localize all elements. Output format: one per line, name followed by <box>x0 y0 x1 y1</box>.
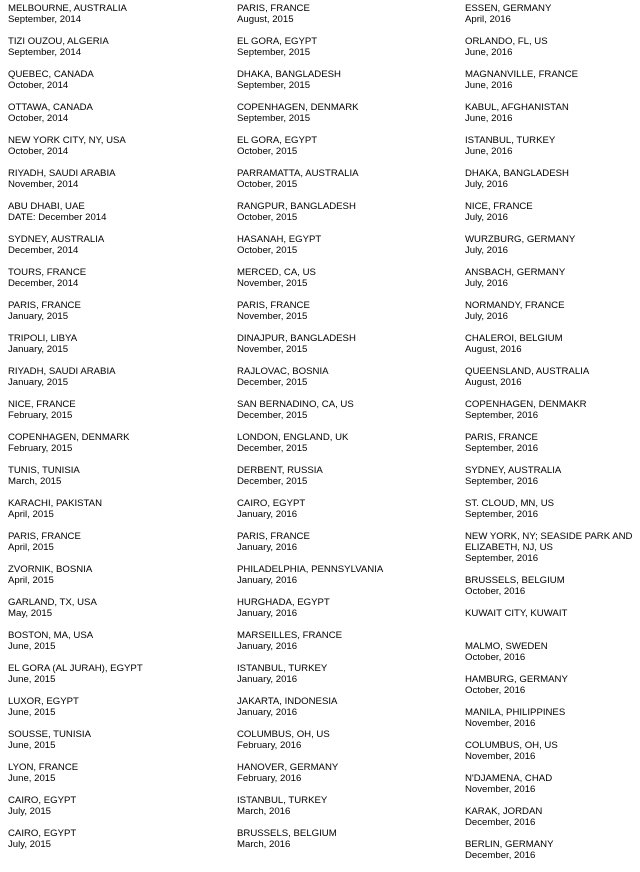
list-item <box>465 333 637 366</box>
event-date: September, 2014 <box>8 47 82 58</box>
location-name: HASANAH, EGYPT <box>237 234 322 245</box>
list-item <box>465 168 637 201</box>
event-date: December, 2016 <box>465 817 536 828</box>
list-item <box>465 608 637 641</box>
event-date: August, 2016 <box>465 344 522 355</box>
list-item <box>8 498 198 531</box>
event-date: February, 2015 <box>8 410 73 421</box>
column-1 <box>8 3 198 861</box>
list-item <box>8 366 198 399</box>
location-name: MELBOURNE, AUSTRALIA <box>8 3 127 14</box>
list-item <box>8 102 198 135</box>
list-item <box>465 707 637 740</box>
list-item <box>237 762 427 795</box>
event-date: July, 2016 <box>465 311 509 322</box>
location-name: COLUMBUS, OH, US <box>237 729 330 740</box>
list-item <box>465 575 637 608</box>
event-date: July, 2015 <box>8 839 52 850</box>
location-name: SYDNEY, AUSTRALIA <box>8 234 105 245</box>
location-name: MAGNANVILLE, FRANCE <box>465 69 579 80</box>
location-name: RIYADH, SAUDI ARABIA <box>8 168 116 179</box>
event-date: December, 2016 <box>465 850 536 861</box>
list-item <box>237 36 427 69</box>
location-name: EL GORA, EGYPT <box>237 135 318 146</box>
list-item <box>237 399 427 432</box>
list-item <box>465 465 637 498</box>
location-name: COPENHAGEN, DENMAKR <box>465 399 587 410</box>
event-date: October, 2015 <box>237 245 298 256</box>
event-date: October, 2015 <box>237 146 298 157</box>
list-item <box>465 740 637 773</box>
list-item <box>465 674 637 707</box>
location-name: RANGPUR, BANGLADESH <box>237 201 356 212</box>
list-item <box>465 3 637 36</box>
event-date: March, 2016 <box>237 839 291 850</box>
event-date: December, 2015 <box>237 443 308 454</box>
event-date: November, 2015 <box>237 344 308 355</box>
list-item <box>237 663 427 696</box>
location-name: CAIRO, EGYPT <box>237 498 306 509</box>
event-date: October, 2014 <box>8 146 69 157</box>
location-name: HANOVER, GERMANY <box>237 762 339 773</box>
location-name: LUXOR, EGYPT <box>8 696 79 707</box>
event-date: June, 2016 <box>465 113 513 124</box>
event-date: October, 2014 <box>8 113 69 124</box>
list-item <box>237 69 427 102</box>
list-item <box>465 399 637 432</box>
location-name: MARSEILLES, FRANCE <box>237 630 343 641</box>
list-item <box>237 531 427 564</box>
list-item <box>237 696 427 729</box>
location-name: BRUSSELS, BELGIUM <box>237 828 337 839</box>
event-date: February, 2016 <box>237 740 302 751</box>
event-date: February, 2016 <box>237 773 302 784</box>
location-name: PARIS, FRANCE <box>8 531 81 542</box>
location-name: NORMANDY, FRANCE <box>465 300 565 311</box>
list-item <box>8 432 198 465</box>
event-date: October, 2015 <box>237 179 298 190</box>
event-date: September, 2016 <box>465 410 539 421</box>
location-name: ZVORNIK, BOSNIA <box>8 564 93 575</box>
location-name: RAJLOVAC, BOSNIA <box>237 366 329 377</box>
location-name: ABU DHABI, UAE <box>8 201 85 212</box>
list-item <box>8 399 198 432</box>
list-item <box>237 564 427 597</box>
location-name: PARIS, FRANCE <box>465 432 538 443</box>
list-item <box>237 3 427 36</box>
list-item <box>8 201 198 234</box>
location-name: CAIRO, EGYPT <box>8 795 77 806</box>
list-item <box>465 498 637 531</box>
location-name: NEW YORK, NY; SEASIDE PARK AND ELIZABETH, NJ, US <box>465 531 633 553</box>
event-date: September, 2014 <box>8 14 82 25</box>
list-item <box>237 300 427 333</box>
location-name: PARIS, FRANCE <box>8 300 81 311</box>
location-name: CHALEROI, BELGIUM <box>465 333 563 344</box>
location-name: DERBENT, RUSSIA <box>237 465 323 476</box>
list-item <box>8 762 198 795</box>
location-name: DINAJPUR, BANGLADESH <box>237 333 356 344</box>
list-item <box>465 773 637 806</box>
event-date: March, 2016 <box>237 806 291 817</box>
event-date: October, 2014 <box>8 80 69 91</box>
list-item <box>465 69 637 102</box>
location-name: BOSTON, MA, USA <box>8 630 94 641</box>
list-item <box>465 102 637 135</box>
location-name: OTTAWA, CANADA <box>8 102 93 113</box>
event-date: July, 2016 <box>465 278 509 289</box>
event-date: June, 2015 <box>8 707 56 718</box>
list-item <box>8 300 198 333</box>
event-date: December, 2014 <box>8 278 79 289</box>
location-name: SOUSSE, TUNISIA <box>8 729 91 740</box>
location-name: TUNIS, TUNISIA <box>8 465 80 476</box>
list-item <box>465 234 637 267</box>
list-item <box>465 806 637 839</box>
location-name: ANSBACH, GERMANY <box>465 267 566 278</box>
location-name: ISTANBUL, TURKEY <box>237 663 328 674</box>
event-date: April, 2015 <box>8 509 54 520</box>
location-name: DHAKA, BANGLADESH <box>237 69 341 80</box>
list-item <box>465 839 637 872</box>
event-date: June, 2015 <box>8 641 56 652</box>
location-name: DHAKA, BANGLADESH <box>465 168 569 179</box>
location-name: EL GORA (AL JURAH), EGYPT <box>8 663 143 674</box>
list-item <box>465 300 637 333</box>
location-name: ST. CLOUD, MN, US <box>465 498 555 509</box>
event-date: November, 2016 <box>465 751 536 762</box>
event-date: March, 2015 <box>8 476 62 487</box>
location-name: COPENHAGEN, DENMARK <box>8 432 130 443</box>
event-date: November, 2015 <box>237 278 308 289</box>
event-date: June, 2016 <box>465 80 513 91</box>
location-name: SYDNEY, AUSTRALIA <box>465 465 562 476</box>
event-date: November, 2016 <box>465 784 536 795</box>
event-date: January, 2016 <box>237 707 298 718</box>
event-date: July, 2015 <box>8 806 52 817</box>
location-name: LYON, FRANCE <box>8 762 79 773</box>
event-date: September, 2016 <box>465 509 539 520</box>
location-name: BERLIN, GERMANY <box>465 839 554 850</box>
list-item <box>8 828 198 861</box>
list-item <box>237 234 427 267</box>
event-date: January, 2016 <box>237 575 298 586</box>
list-item <box>237 597 427 630</box>
list-item <box>465 267 637 300</box>
event-date: December, 2014 <box>8 245 79 256</box>
list-item <box>8 234 198 267</box>
list-item <box>237 135 427 168</box>
event-date: October, 2016 <box>465 586 526 597</box>
list-item <box>465 366 637 399</box>
list-item <box>237 366 427 399</box>
location-name: HAMBURG, GERMANY <box>465 674 568 685</box>
location-name: QUEBEC, CANADA <box>8 69 94 80</box>
list-item <box>8 333 198 366</box>
event-date: April, 2016 <box>465 14 511 25</box>
list-item <box>8 597 198 630</box>
location-name: KARACHI, PAKISTAN <box>8 498 103 509</box>
location-name: ISTANBUL, TURKEY <box>237 795 328 806</box>
list-item <box>8 3 198 36</box>
location-name: MERCED, CA, US <box>237 267 316 278</box>
event-date: January, 2016 <box>237 509 298 520</box>
location-name: ISTANBUL, TURKEY <box>465 135 556 146</box>
event-date: September, 2015 <box>237 113 311 124</box>
location-name: MALMO, SWEDEN <box>465 641 548 652</box>
list-item <box>237 168 427 201</box>
location-name: NEW YORK CITY, NY, USA <box>8 135 126 146</box>
event-date: January, 2016 <box>237 674 298 685</box>
event-date: September, 2016 <box>465 443 539 454</box>
event-date: July, 2016 <box>465 245 509 256</box>
list-item <box>8 795 198 828</box>
location-name: KARAK, JORDAN <box>465 806 543 817</box>
list-item <box>237 432 427 465</box>
location-name: LONDON, ENGLAND, UK <box>237 432 349 443</box>
event-date: September, 2016 <box>465 476 539 487</box>
list-item <box>8 564 198 597</box>
location-name: GARLAND, TX, USA <box>8 597 97 608</box>
location-name: COLUMBUS, OH, US <box>465 740 558 751</box>
location-name: N'DJAMENA, CHAD <box>465 773 553 784</box>
list-item <box>237 729 427 762</box>
event-date: July, 2016 <box>465 212 509 223</box>
location-name: EL GORA, EGYPT <box>237 36 318 47</box>
event-date: December, 2015 <box>237 410 308 421</box>
list-item <box>237 828 427 861</box>
event-date: September, 2016 <box>465 553 539 564</box>
location-name: JAKARTA, INDONESIA <box>237 696 338 707</box>
location-name: QUEENSLAND, AUSTRALIA <box>465 366 590 377</box>
event-date: January, 2015 <box>8 377 69 388</box>
list-item <box>465 36 637 69</box>
location-name: COPENHAGEN, DENMARK <box>237 102 359 113</box>
list-item <box>465 531 637 575</box>
event-date: December, 2015 <box>237 377 308 388</box>
event-date: February, 2015 <box>8 443 73 454</box>
list-item <box>8 663 198 696</box>
location-name: BRUSSELS, BELGIUM <box>465 575 565 586</box>
location-name: NICE, FRANCE <box>465 201 533 212</box>
event-date: October, 2016 <box>465 652 526 663</box>
location-name: TOURS, FRANCE <box>8 267 87 278</box>
event-date: January, 2015 <box>8 344 69 355</box>
location-name: RIYADH, SAUDI ARABIA <box>8 366 116 377</box>
event-date: July, 2016 <box>465 179 509 190</box>
event-date: January, 2016 <box>237 608 298 619</box>
list-item <box>465 641 637 674</box>
list-item <box>8 36 198 69</box>
list-item <box>237 102 427 135</box>
event-date: January, 2015 <box>8 311 69 322</box>
location-name: HURGHADA, EGYPT <box>237 597 330 608</box>
list-item <box>237 795 427 828</box>
list-item <box>465 201 637 234</box>
location-name: MANILA, PHILIPPINES <box>465 707 566 718</box>
list-item <box>465 432 637 465</box>
list-item <box>237 333 427 366</box>
list-item <box>8 696 198 729</box>
location-name: PARIS, FRANCE <box>237 531 310 542</box>
location-name: KABUL, AFGHANISTAN <box>465 102 569 113</box>
location-name: TRIPOLI, LIBYA <box>8 333 78 344</box>
event-date: June, 2016 <box>465 146 513 157</box>
location-name: TIZI OUZOU, ALGERIA <box>8 36 109 47</box>
event-date: DATE: December 2014 <box>8 212 107 223</box>
location-name: SAN BERNADINO, CA, US <box>237 399 354 410</box>
event-date: October, 2016 <box>465 685 526 696</box>
location-name: WURZBURG, GERMANY <box>465 234 576 245</box>
event-date: January, 2016 <box>237 641 298 652</box>
list-item <box>237 498 427 531</box>
event-date: August, 2016 <box>465 377 522 388</box>
event-date: June, 2015 <box>8 773 56 784</box>
location-name: KUWAIT CITY, KUWAIT <box>465 608 568 619</box>
location-name: NICE, FRANCE <box>8 399 76 410</box>
location-name: ESSEN, GERMANY <box>465 3 552 14</box>
list-item <box>8 69 198 102</box>
list-item <box>8 729 198 762</box>
location-name: ORLANDO, FL, US <box>465 36 548 47</box>
event-date: September, 2015 <box>237 80 311 91</box>
location-name: PARIS, FRANCE <box>237 300 310 311</box>
list-item <box>237 465 427 498</box>
list-item <box>8 135 198 168</box>
event-date: November, 2014 <box>8 179 79 190</box>
list-item <box>8 531 198 564</box>
event-date: June, 2015 <box>8 674 56 685</box>
location-name: PARRAMATTA, AUSTRALIA <box>237 168 359 179</box>
location-name: CAIRO, EGYPT <box>8 828 77 839</box>
column-2 <box>237 3 427 861</box>
event-date: January, 2016 <box>237 542 298 553</box>
list-item <box>465 135 637 168</box>
location-name: PHILADELPHIA, PENNSYLVANIA <box>237 564 384 575</box>
list-item <box>237 201 427 234</box>
list-item <box>8 168 198 201</box>
location-name: PARIS, FRANCE <box>237 3 310 14</box>
event-date: April, 2015 <box>8 575 54 586</box>
list-item <box>8 465 198 498</box>
event-date: November, 2016 <box>465 718 536 729</box>
event-date: August, 2015 <box>237 14 294 25</box>
event-date: November, 2015 <box>237 311 308 322</box>
list-item <box>237 267 427 300</box>
list-item <box>8 630 198 663</box>
event-date: April, 2015 <box>8 542 54 553</box>
event-date: June, 2016 <box>465 47 513 58</box>
column-3 <box>465 3 637 872</box>
event-date: June, 2015 <box>8 740 56 751</box>
event-date: September, 2015 <box>237 47 311 58</box>
event-date: December, 2015 <box>237 476 308 487</box>
event-date: October, 2015 <box>237 212 298 223</box>
list-item <box>237 630 427 663</box>
list-item <box>8 267 198 300</box>
event-date: May, 2015 <box>8 608 53 619</box>
